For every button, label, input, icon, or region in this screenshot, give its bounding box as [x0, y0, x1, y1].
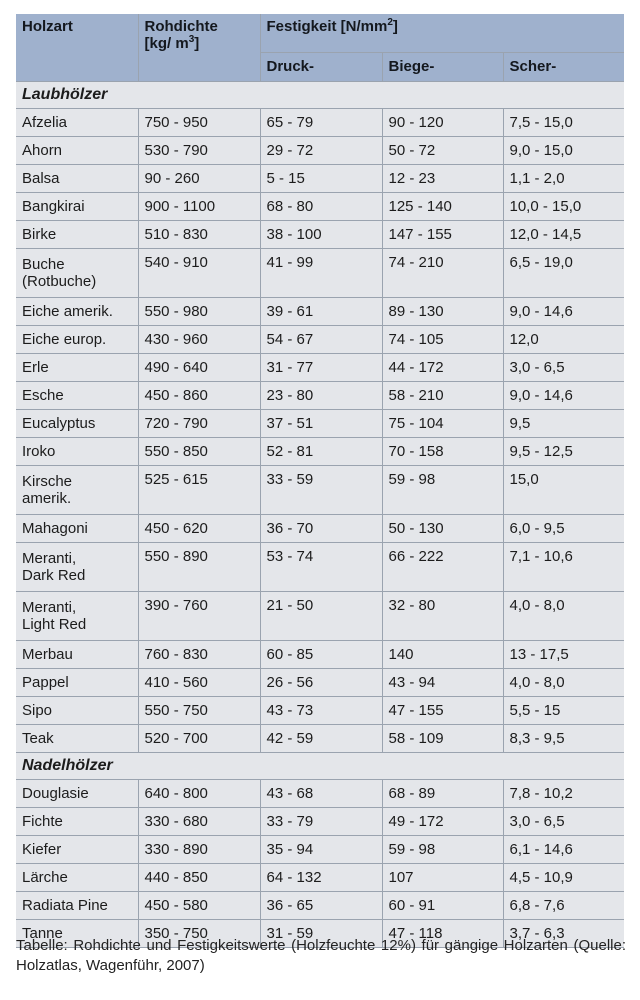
table-row	[16, 136, 624, 164]
table-row	[16, 696, 624, 724]
scher-cell: 6,0 - 9,5	[503, 514, 624, 542]
biege-cell: 43 - 94	[382, 668, 503, 696]
druck-cell: 33 - 59	[260, 465, 382, 514]
druck-cell: 64 - 132	[260, 863, 382, 891]
table-row	[16, 542, 624, 591]
scher-cell: 3,7 - 6,3	[503, 919, 624, 947]
biege-cell: 90 - 120	[382, 108, 503, 136]
scher-cell: 10,0 - 15,0	[503, 192, 624, 220]
biege-cell: 50 - 72	[382, 136, 503, 164]
biege-cell: 58 - 210	[382, 381, 503, 409]
table-row	[16, 591, 624, 640]
table-row	[16, 891, 624, 919]
table-row	[16, 192, 624, 220]
header-festigkeit: Festigkeit $[N/mm^2]$	[260, 14, 624, 52]
druck-cell: 60 - 85	[260, 640, 382, 668]
wood-name-cell: Erle	[16, 353, 138, 381]
wood-name-cell: Teak	[16, 724, 138, 752]
table-row	[16, 297, 624, 325]
wood-name-cell: Balsa	[16, 164, 138, 192]
table-row	[16, 220, 624, 248]
biege-cell: 49 - 172	[382, 807, 503, 835]
druck-cell: 29 - 72	[260, 136, 382, 164]
wood-name: Kirsche	[22, 472, 73, 490]
rohdichte-cell: 390 - 760	[138, 591, 260, 640]
druck-cell: 31 - 77	[260, 353, 382, 381]
scher-cell: 4,0 - 8,0	[503, 668, 624, 696]
rohdichte-cell: 640 - 800	[138, 779, 260, 807]
druck-cell: 5 - 15	[260, 164, 382, 192]
druck-cell: 68 - 80	[260, 192, 382, 220]
wood-properties-table	[16, 14, 624, 948]
rohdichte-cell: 550 - 850	[138, 437, 260, 465]
rohdichte-cell: 720 - 790	[138, 409, 260, 437]
rohdichte-cell: 520 - 700	[138, 724, 260, 752]
wood-name-cell	[16, 542, 138, 591]
rohdichte-cell: 90 - 260	[138, 164, 260, 192]
wood-name-cell: Pappel	[16, 668, 138, 696]
druck-cell: 53 - 74	[260, 542, 382, 591]
table-row	[16, 353, 624, 381]
druck-cell: 37 - 51	[260, 409, 382, 437]
druck-cell: 35 - 94	[260, 835, 382, 863]
wood-name: Buche	[22, 255, 65, 273]
table-row	[16, 514, 624, 542]
druck-cell: 21 - 50	[260, 591, 382, 640]
scher-cell: 1,1 - 2,0	[503, 164, 624, 192]
scher-cell: 4,5 - 10,9	[503, 863, 624, 891]
rohdichte-cell: 450 - 580	[138, 891, 260, 919]
rohdichte-cell: 750 - 950	[138, 108, 260, 136]
rohdichte-cell: 530 - 790	[138, 136, 260, 164]
wood-name-cell: Eucalyptus	[16, 409, 138, 437]
druck-cell: 52 - 81	[260, 437, 382, 465]
druck-cell: 23 - 80	[260, 381, 382, 409]
table-row	[16, 640, 624, 668]
rohdichte-cell: 430 - 960	[138, 325, 260, 353]
scher-cell: 8,3 - 9,5	[503, 724, 624, 752]
biege-cell: 107	[382, 863, 503, 891]
table-body	[16, 81, 624, 947]
header-druck: Druck-	[260, 52, 382, 81]
wood-name-line2: Dark Red	[22, 566, 86, 584]
scher-cell: 9,5 - 12,5	[503, 437, 624, 465]
scher-cell: 6,1 - 14,6	[503, 835, 624, 863]
scher-cell: 3,0 - 6,5	[503, 807, 624, 835]
biege-cell: 47 - 155	[382, 696, 503, 724]
biege-cell: 47 - 118	[382, 919, 503, 947]
druck-cell: 65 - 79	[260, 108, 382, 136]
druck-cell: 33 - 79	[260, 807, 382, 835]
rohdichte-cell: 550 - 890	[138, 542, 260, 591]
wood-name-cell: Eiche amerik.	[16, 297, 138, 325]
header-rohdichte-continued	[138, 52, 260, 81]
section-title: Laubhölzer	[16, 81, 624, 108]
druck-cell: 26 - 56	[260, 668, 382, 696]
scher-cell: 12,0	[503, 325, 624, 353]
scher-cell: 9,5	[503, 409, 624, 437]
rohdichte-cell: 550 - 980	[138, 297, 260, 325]
section-header-row	[16, 752, 624, 779]
biege-cell: 12 - 23	[382, 164, 503, 192]
table-row	[16, 409, 624, 437]
wood-name-cell	[16, 248, 138, 297]
section-header-row	[16, 81, 624, 108]
druck-cell: 31 - 59	[260, 919, 382, 947]
scher-cell: 6,5 - 19,0	[503, 248, 624, 297]
table-row	[16, 724, 624, 752]
table-row	[16, 325, 624, 353]
scher-cell: 9,0 - 15,0	[503, 136, 624, 164]
scher-cell: 4,0 - 8,0	[503, 591, 624, 640]
wood-name-cell: Fichte	[16, 807, 138, 835]
header-holzart-continued	[16, 52, 138, 81]
table-row	[16, 164, 624, 192]
wood-name-cell: Tanne	[16, 919, 138, 947]
druck-cell: 41 - 99	[260, 248, 382, 297]
rohdichte-cell: 510 - 830	[138, 220, 260, 248]
wood-name-line2: amerik.	[22, 489, 72, 507]
table-row	[16, 437, 624, 465]
scher-cell: 15,0	[503, 465, 624, 514]
rohdichte-cell: 440 - 850	[138, 863, 260, 891]
rohdichte-cell: 550 - 750	[138, 696, 260, 724]
druck-cell: 43 - 73	[260, 696, 382, 724]
scher-cell: 7,5 - 15,0	[503, 108, 624, 136]
scher-cell: 7,8 - 10,2	[503, 779, 624, 807]
biege-cell: 74 - 210	[382, 248, 503, 297]
wood-name-cell	[16, 465, 138, 514]
wood-name-cell: Iroko	[16, 437, 138, 465]
table-row	[16, 668, 624, 696]
biege-cell: 32 - 80	[382, 591, 503, 640]
header-biege: Biege-	[382, 52, 503, 81]
rohdichte-cell: 450 - 620	[138, 514, 260, 542]
header-rohdichte: Rohdichte [kg/ $m^3$]	[138, 14, 260, 52]
biege-cell: 66 - 222	[382, 542, 503, 591]
wood-name-cell: Radiata Pine	[16, 891, 138, 919]
druck-cell: 54 - 67	[260, 325, 382, 353]
biege-cell: 50 - 130	[382, 514, 503, 542]
wood-name-cell: Ahorn	[16, 136, 138, 164]
table-row	[16, 779, 624, 807]
druck-cell: 39 - 61	[260, 297, 382, 325]
rohdichte-cell: 760 - 830	[138, 640, 260, 668]
wood-name-cell: Bangkirai	[16, 192, 138, 220]
table-row	[16, 863, 624, 891]
table-row	[16, 248, 624, 297]
wood-name-cell: Afzelia	[16, 108, 138, 136]
biege-cell: 89 - 130	[382, 297, 503, 325]
rohdichte-cell: 330 - 890	[138, 835, 260, 863]
biege-cell: 59 - 98	[382, 835, 503, 863]
wood-name-cell	[16, 591, 138, 640]
rohdichte-cell: 350 - 750	[138, 919, 260, 947]
table-caption: Tabelle: Rohdichte und Festigkeitswerte (Holzfeuchte 12%) für gängige Holzarten (Quelle: Holzatlas, Wagenführ, 2007)	[16, 937, 626, 974]
table-row	[16, 465, 624, 514]
wood-name-cell: Birke	[16, 220, 138, 248]
biege-cell: 60 - 91	[382, 891, 503, 919]
biege-cell: 70 - 158	[382, 437, 503, 465]
wood-name-cell: Kiefer	[16, 835, 138, 863]
table-row	[16, 835, 624, 863]
scher-cell: 9,0 - 14,6	[503, 297, 624, 325]
wood-name-cell: Esche	[16, 381, 138, 409]
wood-name-cell: Sipo	[16, 696, 138, 724]
rohdichte-cell: 410 - 560	[138, 668, 260, 696]
rohdichte-cell: 900 - 1100	[138, 192, 260, 220]
wood-name-line2: Light Red	[22, 615, 87, 633]
wood-name-cell: Eiche europ.	[16, 325, 138, 353]
biege-cell: 74 - 105	[382, 325, 503, 353]
wood-name-cell: Lärche	[16, 863, 138, 891]
wood-name-line2: (Rotbuche)	[22, 272, 97, 290]
biege-cell: 44 - 172	[382, 353, 503, 381]
biege-cell: 75 - 104	[382, 409, 503, 437]
druck-cell: 43 - 68	[260, 779, 382, 807]
wood-name: Meranti,	[22, 598, 77, 616]
druck-cell: 38 - 100	[260, 220, 382, 248]
wood-name-cell: Douglasie	[16, 779, 138, 807]
scher-cell: 6,8 - 7,6	[503, 891, 624, 919]
table-row	[16, 108, 624, 136]
wood-name-cell: Merbau	[16, 640, 138, 668]
rohdichte-cell: 450 - 860	[138, 381, 260, 409]
scher-cell: 7,1 - 10,6	[503, 542, 624, 591]
rohdichte-cell: 330 - 680	[138, 807, 260, 835]
header-holzart: Holzart	[16, 14, 138, 52]
rohdichte-cell: 490 - 640	[138, 353, 260, 381]
section-title: Nadelhölzer	[16, 752, 624, 779]
biege-cell: 58 - 109	[382, 724, 503, 752]
biege-cell: 68 - 89	[382, 779, 503, 807]
header-scher: Scher-	[503, 52, 624, 81]
biege-cell: 140	[382, 640, 503, 668]
rohdichte-cell: 540 - 910	[138, 248, 260, 297]
wood-name: Meranti,	[22, 549, 77, 567]
wood-name-cell: Mahagoni	[16, 514, 138, 542]
scher-cell: 3,0 - 6,5	[503, 353, 624, 381]
table-row	[16, 807, 624, 835]
scher-cell: 13 - 17,5	[503, 640, 624, 668]
biege-cell: 59 - 98	[382, 465, 503, 514]
scher-cell: 12,0 - 14,5	[503, 220, 624, 248]
biege-cell: 125 - 140	[382, 192, 503, 220]
biege-cell: 147 - 155	[382, 220, 503, 248]
table-row	[16, 381, 624, 409]
scher-cell: 9,0 - 14,6	[503, 381, 624, 409]
scher-cell: 5,5 - 15	[503, 696, 624, 724]
druck-cell: 36 - 70	[260, 514, 382, 542]
druck-cell: 36 - 65	[260, 891, 382, 919]
wood-properties-table-container	[16, 14, 624, 948]
rohdichte-cell: 525 - 615	[138, 465, 260, 514]
druck-cell: 42 - 59	[260, 724, 382, 752]
